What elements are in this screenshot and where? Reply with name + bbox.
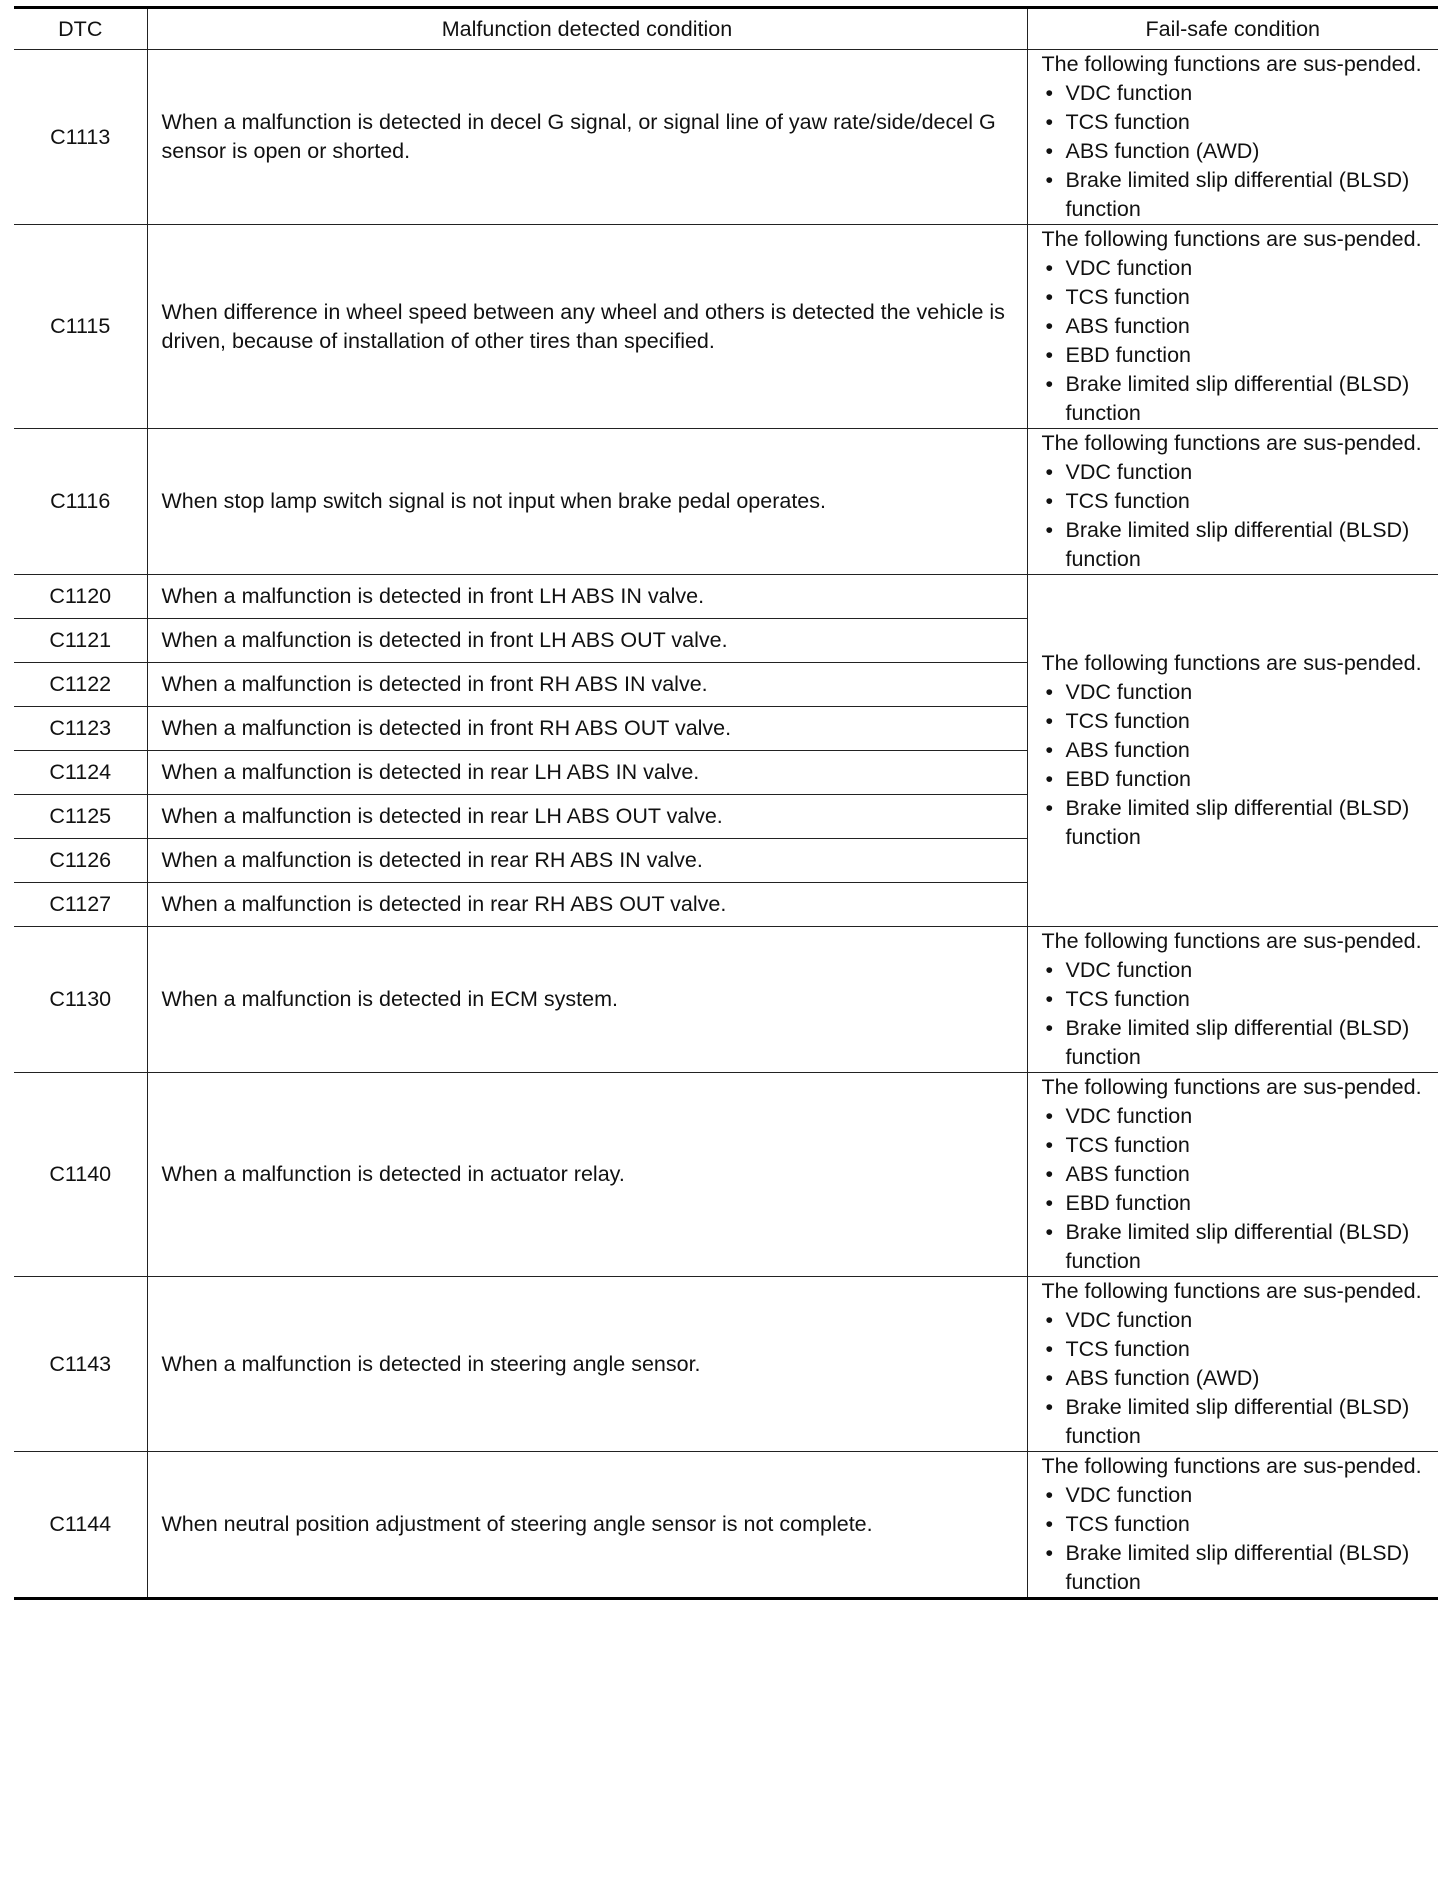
failsafe-item: • Brake limited slip differential (BLSD) function bbox=[1042, 516, 1425, 574]
dtc-code: C1116 bbox=[14, 429, 147, 575]
dtc-code: C1143 bbox=[14, 1277, 147, 1452]
failsafe-item: • EBD function bbox=[1042, 341, 1425, 370]
failsafe-condition bbox=[1027, 1073, 1438, 1277]
failsafe-item: • TCS function bbox=[1042, 1131, 1425, 1160]
failsafe-item: • TCS function bbox=[1042, 1335, 1425, 1364]
dtc-code: C1126 bbox=[14, 839, 147, 883]
table-row bbox=[14, 50, 1438, 225]
dtc-table-container bbox=[14, 6, 1438, 1600]
failsafe-item: • ABS function (AWD) bbox=[1042, 1364, 1425, 1393]
table-row bbox=[14, 1073, 1438, 1277]
failsafe-item: • ABS function (AWD) bbox=[1042, 137, 1425, 166]
failsafe-item: • Brake limited slip differential (BLSD) function bbox=[1042, 1539, 1425, 1597]
dtc-code: C1113 bbox=[14, 50, 147, 225]
failsafe-condition bbox=[1027, 50, 1438, 225]
failsafe-list bbox=[1042, 956, 1425, 1072]
dtc-code: C1122 bbox=[14, 663, 147, 707]
dtc-code: C1124 bbox=[14, 751, 147, 795]
dtc-code: C1125 bbox=[14, 795, 147, 839]
table-row bbox=[14, 927, 1438, 1073]
malfunction-condition: When a malfunction is detected in rear RH ABS IN valve. bbox=[147, 839, 1027, 883]
failsafe-list bbox=[1042, 458, 1425, 574]
dtc-code: C1120 bbox=[14, 575, 147, 619]
malfunction-condition: When a malfunction is detected in ECM system. bbox=[147, 927, 1027, 1073]
failsafe-item: • Brake limited slip differential (BLSD) function bbox=[1042, 370, 1425, 428]
failsafe-item: • VDC function bbox=[1042, 1481, 1425, 1510]
malfunction-condition: When a malfunction is detected in front RH ABS OUT valve. bbox=[147, 707, 1027, 751]
dtc-table bbox=[14, 6, 1438, 1600]
failsafe-item: • ABS function bbox=[1042, 312, 1425, 341]
failsafe-item: • TCS function bbox=[1042, 487, 1425, 516]
header-condition: Malfunction detected condition bbox=[147, 8, 1027, 50]
failsafe-intro: The following functions are sus-pended. bbox=[1041, 1279, 1422, 1303]
failsafe-list bbox=[1042, 1481, 1425, 1597]
failsafe-item: • VDC function bbox=[1042, 1306, 1425, 1335]
header-row bbox=[14, 8, 1438, 50]
failsafe-condition bbox=[1027, 927, 1438, 1073]
failsafe-item: • VDC function bbox=[1042, 458, 1425, 487]
malfunction-condition: When stop lamp switch signal is not input when brake pedal operates. bbox=[147, 429, 1027, 575]
dtc-code: C1121 bbox=[14, 619, 147, 663]
failsafe-list bbox=[1042, 79, 1425, 224]
failsafe-list bbox=[1042, 1306, 1425, 1451]
dtc-code: C1115 bbox=[14, 225, 147, 429]
failsafe-item: • TCS function bbox=[1042, 283, 1425, 312]
malfunction-condition: When a malfunction is detected in rear RH ABS OUT valve. bbox=[147, 883, 1027, 927]
header-dtc: DTC bbox=[14, 8, 147, 50]
failsafe-intro: The following functions are sus-pended. bbox=[1041, 929, 1422, 953]
failsafe-item: • VDC function bbox=[1042, 1102, 1425, 1131]
failsafe-condition bbox=[1027, 1277, 1438, 1452]
failsafe-condition bbox=[1027, 225, 1438, 429]
failsafe-condition bbox=[1027, 429, 1438, 575]
failsafe-item: • VDC function bbox=[1042, 79, 1425, 108]
failsafe-item: • Brake limited slip differential (BLSD) function bbox=[1042, 1014, 1425, 1072]
failsafe-item: • TCS function bbox=[1042, 707, 1425, 736]
dtc-code: C1140 bbox=[14, 1073, 147, 1277]
failsafe-item: • Brake limited slip differential (BLSD) function bbox=[1042, 1393, 1425, 1451]
table-row bbox=[14, 575, 1438, 619]
dtc-code: C1144 bbox=[14, 1452, 147, 1599]
failsafe-intro: The following functions are sus-pended. bbox=[1041, 431, 1422, 455]
dtc-code: C1127 bbox=[14, 883, 147, 927]
failsafe-list bbox=[1042, 1102, 1425, 1276]
malfunction-condition: When difference in wheel speed between any wheel and others is detected the vehicle is driven, because of installation of other tires than specified. bbox=[147, 225, 1027, 429]
failsafe-item: • Brake limited slip differential (BLSD) function bbox=[1042, 166, 1425, 224]
failsafe-item: • Brake limited slip differential (BLSD) function bbox=[1042, 1218, 1425, 1276]
malfunction-condition: When a malfunction is detected in front LH ABS IN valve. bbox=[147, 575, 1027, 619]
malfunction-condition: When a malfunction is detected in rear LH ABS IN valve. bbox=[147, 751, 1027, 795]
failsafe-item: • ABS function bbox=[1042, 1160, 1425, 1189]
table-row bbox=[14, 1452, 1438, 1599]
failsafe-item: • VDC function bbox=[1042, 254, 1425, 283]
failsafe-condition bbox=[1027, 1452, 1438, 1599]
failsafe-intro: The following functions are sus-pended. bbox=[1041, 1454, 1422, 1478]
failsafe-item: • EBD function bbox=[1042, 765, 1425, 794]
failsafe-item: • Brake limited slip differential (BLSD) function bbox=[1042, 794, 1425, 852]
malfunction-condition: When a malfunction is detected in steering angle sensor. bbox=[147, 1277, 1027, 1452]
failsafe-intro: The following functions are sus-pended. bbox=[1041, 227, 1422, 251]
malfunction-condition: When a malfunction is detected in front LH ABS OUT valve. bbox=[147, 619, 1027, 663]
malfunction-condition: When a malfunction is detected in front RH ABS IN valve. bbox=[147, 663, 1027, 707]
malfunction-condition: When a malfunction is detected in rear LH ABS OUT valve. bbox=[147, 795, 1027, 839]
failsafe-item: • VDC function bbox=[1042, 678, 1425, 707]
failsafe-list bbox=[1042, 678, 1425, 852]
failsafe-intro: The following functions are sus-pended. bbox=[1041, 1075, 1422, 1099]
failsafe-intro: The following functions are sus-pended. bbox=[1041, 651, 1422, 675]
table-row bbox=[14, 429, 1438, 575]
malfunction-condition: When neutral position adjustment of steering angle sensor is not complete. bbox=[147, 1452, 1027, 1599]
failsafe-intro: The following functions are sus-pended. bbox=[1041, 52, 1422, 76]
failsafe-item: • ABS function bbox=[1042, 736, 1425, 765]
dtc-code: C1123 bbox=[14, 707, 147, 751]
failsafe-list bbox=[1042, 254, 1425, 428]
failsafe-item: • TCS function bbox=[1042, 985, 1425, 1014]
failsafe-item: • TCS function bbox=[1042, 1510, 1425, 1539]
header-failsafe: Fail-safe condition bbox=[1027, 8, 1438, 50]
malfunction-condition: When a malfunction is detected in actuator relay. bbox=[147, 1073, 1027, 1277]
failsafe-condition-valve-group bbox=[1027, 575, 1438, 927]
table-row bbox=[14, 225, 1438, 429]
table-row bbox=[14, 1277, 1438, 1452]
malfunction-condition: When a malfunction is detected in decel G signal, or signal line of yaw rate/side/decel G sensor is open or shorted. bbox=[147, 50, 1027, 225]
failsafe-item: • TCS function bbox=[1042, 108, 1425, 137]
failsafe-item: • VDC function bbox=[1042, 956, 1425, 985]
failsafe-item: • EBD function bbox=[1042, 1189, 1425, 1218]
dtc-code: C1130 bbox=[14, 927, 147, 1073]
